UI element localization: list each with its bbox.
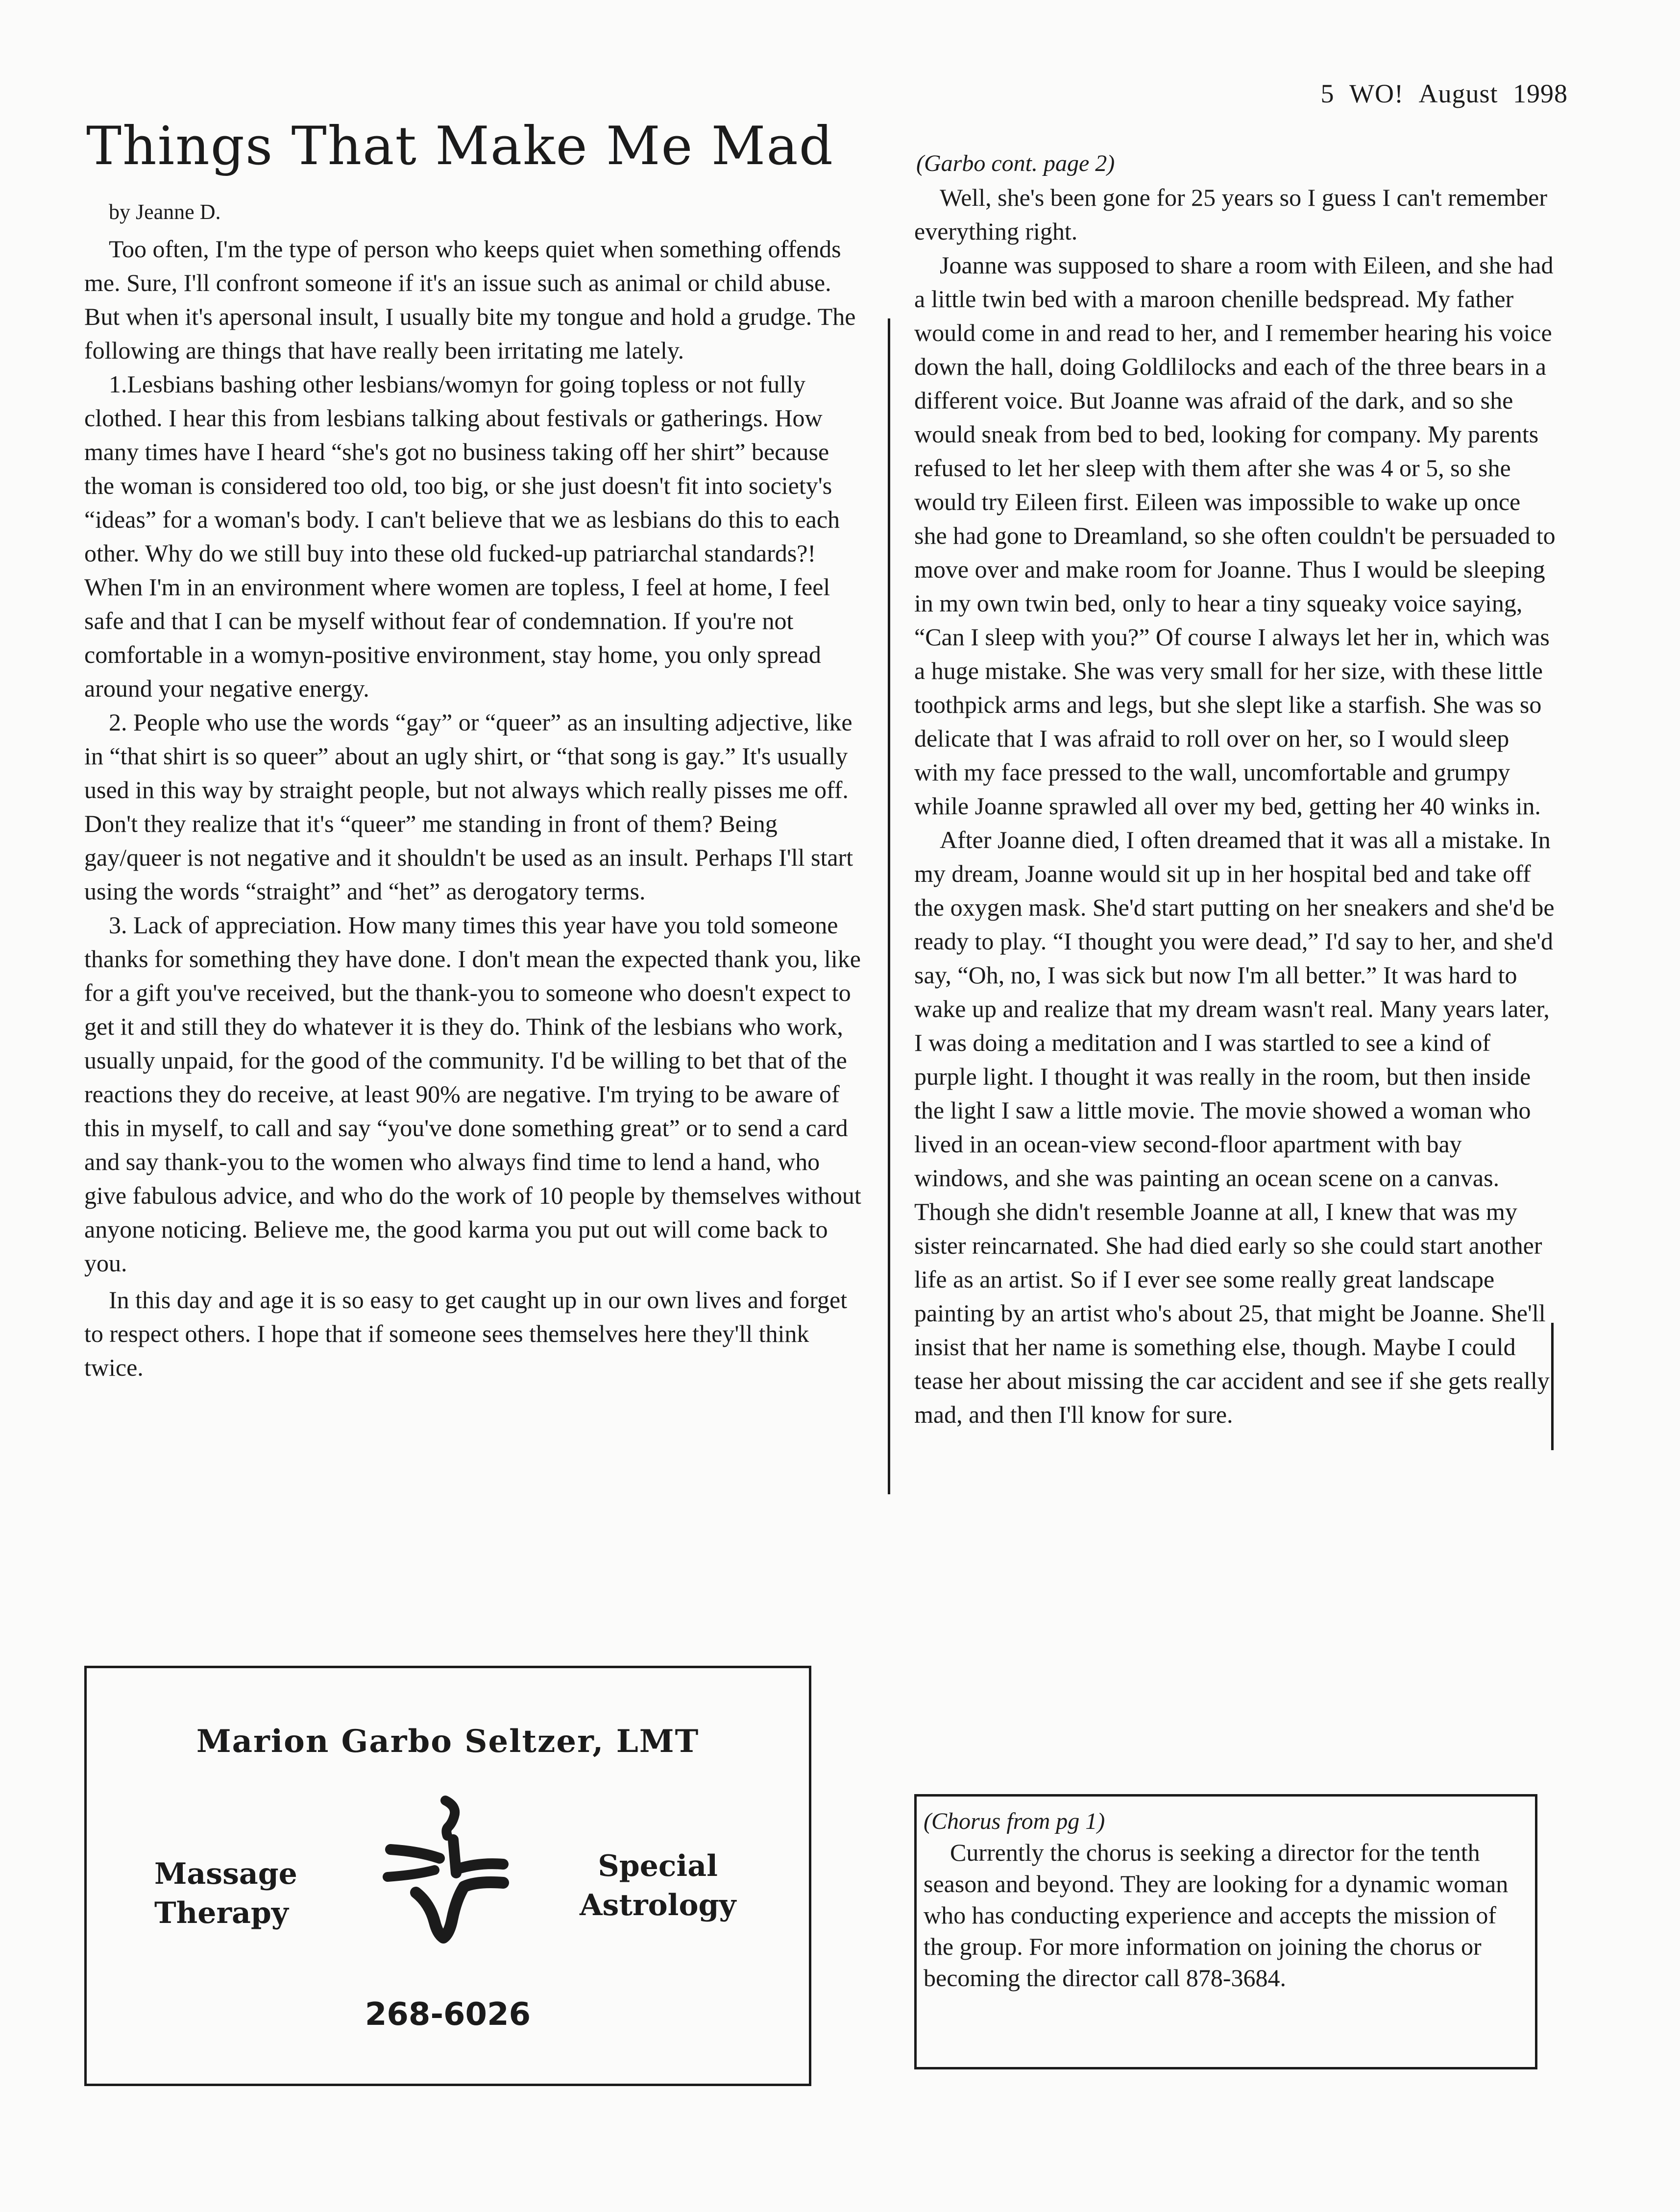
- issue-month: August: [1418, 79, 1498, 108]
- astrology-glyph-icon: [361, 1791, 528, 1957]
- ad-service-left: [154, 1854, 297, 1933]
- issue-year: 1998: [1513, 79, 1568, 108]
- continuation-paragraph: Well, she's been gone for 25 years so I guess I can't remember everything right.: [914, 184, 1547, 245]
- article-paragraph: 2. People who use the words “gay” or “queer” as an insulting adjective, like in “that shirt is so queer” about an ugly shirt, or “that song is gay.” It's usually used in this way by straight people, but not always which really pisses me off. Don't they realize that it's “queer” me standing in front of them? Being gay/queer is not negative and it shouldn't be used as an insult. Perhaps I'll start using the words “straight” and “het” as derogatory terms.: [84, 708, 853, 905]
- article-paragraph: Too often, I'm the type of person who keeps quiet when something offends me. Sure, I'll confront someone if it's an issue such as animal or child abuse. But when it's apersonal insult, I usually bite my tongue and hold a grudge. The following are things that have really been irritating me lately.: [84, 235, 856, 364]
- article-paragraph: 1.Lesbians bashing other lesbians/womyn for going topless or not fully clothed. I hear this from lesbians talking about festivals or gatherings. How many times have I heard “she's got no business taking off her shirt” because the woman is considered too old, too big, or she just doesn't fit into society's “ideas” for a woman's body. I can't believe that we as lesbians do this to each other. Why do we still buy into these old fucked-up patriarchal standards?! When I'm in an environment where women are topless, I feel at home, I feel safe and that I can be myself without fear of condemnation. If you're not comfortable in a womyn-positive environment, stay home, you only spread around your negative energy.: [84, 370, 840, 702]
- continuation-column: [914, 150, 1556, 1432]
- continuation-label: (Garbo cont. page 2): [916, 150, 1115, 176]
- continuation-paragraph: Joanne was supposed to share a room with Eileen, and she had a little twin bed with a maroon chenille bedspread. My father would come in and read to her, and I remember hearing his voice down the hall, doing Goldlilocks and each of the three bears in a different voice. But Joanne was afraid of the dark, and so she would sneak from bed to bed, looking for company. My parents refused to let her sleep with them after she was 4 or 5, so she would try Eileen first. Eileen was impossible to wake up once she had gone to Dreamland, so she often couldn't be persuaded to move over and make room for Joanne. Thus I would be sleeping in my own twin bed, only to hear a tiny squeaky voice saying, “Can I sleep with you?” Of course I always let her in, which was a huge mistake. She was very small for her size, with these little toothpick arms and legs, but she slept like a starfish. She was so delicate that I was afraid to roll over on her, so I would sleep with my face pressed to the wall, uncomfortable and grumpy while Joanne sprawled all over my bed, getting her 40 winks in.: [914, 251, 1556, 820]
- article-body: [84, 232, 863, 1385]
- page-number: 5: [1320, 79, 1335, 108]
- article-paragraph: 3. Lack of appreciation. How many times this year have you told someone thanks for something they have done. I don't mean the expected thank you, like for a gift you've received, but the thank-you to someone who doesn't expect to get it and still they do whatever it is they do. Think of the lesbians who work, usually unpaid, for the good of the community. I'd be willing to bet that of the reactions they do receive, at least 90% are negative. I'm trying to be aware of this in myself, to call and say “you've done something great” or to send a card and say thank-you to the women who always find time to lend a hand, who give fabulous advice, and who do the work of 10 people by themselves without anyone noticing. Believe me, the good karma you put out will come back to you.: [84, 911, 861, 1277]
- advertisement-box: [84, 1666, 811, 2086]
- ad-service-right-line1: Special: [598, 1849, 718, 1883]
- column-divider-left: [888, 318, 890, 1494]
- ad-service-left-line1: Massage: [154, 1857, 297, 1891]
- chorus-notice-box: [914, 1794, 1537, 2069]
- chorus-text: Currently the chorus is seeking a director for the tenth season and beyond. They are looking for a dynamic woman who has conducting experience and accepts the mission of the group. For more information on joining the chorus or becoming the director call 878-3684.: [924, 1839, 1509, 1992]
- ad-business-name: Marion Garbo Seltzer, LMT: [196, 1723, 700, 1760]
- ad-service-right: [580, 1847, 736, 1925]
- ad-service-left-line2: Therapy: [154, 1896, 289, 1930]
- continuation-paragraph: After Joanne died, I often dreamed that it was all a mistake. In my dream, Joanne would sit up in her hospital bed and take off the oxygen mask. She'd start putting on her sneakers and she'd be ready to play. “I thought you were dead,” I'd say to her, and she'd say, “Oh, no, I was sick but now I'm all better.” It was hard to wake up and realize that my dream wasn't real. Many years later, I was doing a meditation and I was startled to see a kind of purple light. I thought it was really in the room, but then inside the light I saw a little movie. The movie showed a woman who lived in an ocean-view second-floor apartment with bay windows, and she was painting an ocean scene on a canvas. Though she didn't resemble Joanne at all, I knew that was my sister reincarnated. She had died early so she could start another life as an artist. So if I ever see some really great landscape painting by an artist who's about 25, that might be Joanne. She'll insist that her name is something else, though. Maybe I could tease her about missing the car accident and see if she gets really mad, and then I'll know for sure.: [914, 826, 1555, 1428]
- article-title: Things That Make Me Mad: [86, 116, 834, 177]
- ad-phone-number: 268-6026: [365, 1996, 531, 2033]
- ad-service-right-line2: Astrology: [580, 1888, 736, 1922]
- article-byline: by Jeanne D.: [109, 199, 221, 224]
- article-paragraph: In this day and age it is so easy to get caught up in our own lives and forget to respect others. I hope that if someone sees themselves here they'll think twice.: [84, 1286, 848, 1381]
- chorus-label: (Chorus from pg 1): [924, 1808, 1105, 1834]
- article-column: [84, 118, 863, 1385]
- page-header: [1274, 78, 1568, 109]
- publication-name: WO!: [1349, 79, 1404, 108]
